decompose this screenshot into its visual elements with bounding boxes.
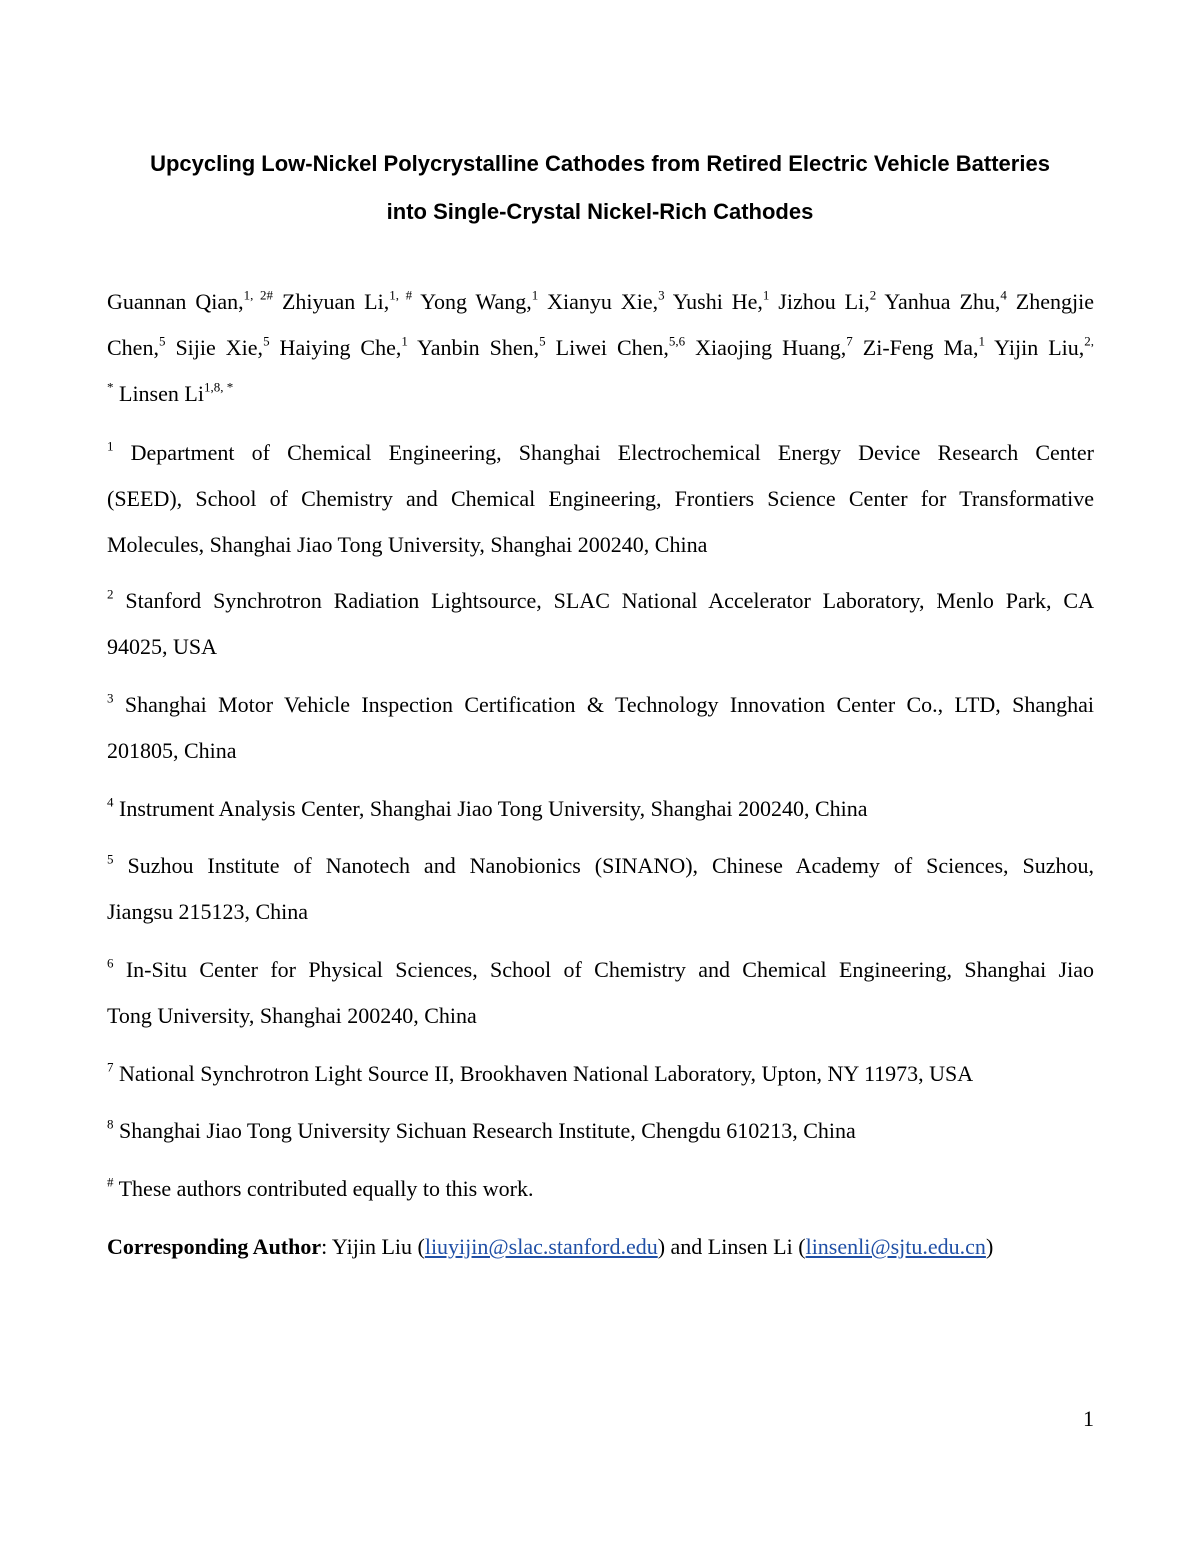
affiliation-2 <box>107 578 1094 670</box>
author-affiliation-mark: 4 <box>1000 287 1007 303</box>
author-name: Zi-Feng Ma, <box>852 335 979 360</box>
affiliation-6-line-1: In-Situ Center for Physical Sciences, School of Chemistry and Chemical Engineering, Shanghai Jiao <box>125 957 1095 982</box>
affiliation-1-line-3: Molecules, Shanghai Jiao Tong University, Shanghai 200240, China <box>107 532 708 557</box>
author-name: Yijin Liu, <box>985 335 1085 360</box>
affiliation-5-line-2: Jiangsu 215123, China <box>107 899 309 924</box>
affiliation-6-line-2: Tong University, Shanghai 200240, China <box>107 1003 477 1028</box>
corresponding-author <box>107 1224 1094 1270</box>
affiliation-mark: 8 <box>107 1116 114 1132</box>
title-line-1: Upcycling Low-Nickel Polycrystalline Cathodes from Retired Electric Vehicle Batteries <box>150 151 1050 176</box>
affiliation-3-line-1: Shanghai Motor Vehicle Inspection Certification & Technology Innovation Center Co., LTD, Shanghai <box>124 692 1094 717</box>
author-affiliation-mark: 5 <box>263 333 270 349</box>
affiliation-7-text: National Synchrotron Light Source II, Brookhaven National Laboratory, Upton, NY 11973, USA <box>119 1061 974 1086</box>
author-line-1 <box>107 279 1094 325</box>
author-name: Yanhua Zhu, <box>876 289 1001 314</box>
author-affiliation-mark: 7 <box>846 333 853 349</box>
author-affiliation-mark: 1,8, * <box>203 379 234 395</box>
author-name: Zhengjie <box>1006 289 1094 314</box>
author-affiliation-mark: 2, <box>1084 333 1094 349</box>
corresponding-text-3: ) <box>985 1234 994 1259</box>
author-affiliation-mark: 1, 2# <box>243 287 274 303</box>
author-affiliation-mark: 1 <box>762 287 770 303</box>
affiliation-7 <box>107 1051 1094 1097</box>
affiliation-8-text: Shanghai Jiao Tong University Sichuan Research Institute, Chengdu 610213, China <box>119 1118 856 1143</box>
author-name: Haiying Che, <box>269 335 402 360</box>
author-name: Yushi He, <box>664 289 763 314</box>
affiliation-1 <box>107 430 1094 568</box>
title-line-2: into Single-Crystal Nickel-Rich Cathodes <box>386 199 814 224</box>
author-affiliation-mark: 3 <box>658 287 665 303</box>
email-link-liu[interactable]: liuyijin@slac.stanford.edu <box>424 1234 658 1259</box>
author-name: Linsen Li <box>113 381 204 406</box>
author-name: Yong Wang, <box>412 289 532 314</box>
author-name: Zhiyuan Li, <box>273 289 390 314</box>
author-affiliation-mark: 5 <box>539 333 546 349</box>
paper-title <box>100 140 1100 236</box>
author-affiliation-mark: 1 <box>978 333 985 349</box>
affiliation-5 <box>107 843 1094 935</box>
affiliation-2-line-2: 94025, USA <box>107 634 218 659</box>
equal-contribution-note <box>107 1166 1094 1212</box>
author-affiliation-mark: 2 <box>869 287 877 303</box>
author-name: Xianyu Xie, <box>538 289 659 314</box>
affiliation-mark: 2 <box>107 586 114 602</box>
author-name: Guannan Qian, <box>107 289 244 314</box>
affiliation-1-line-2: (SEED), School of Chemistry and Chemical Engineering, Frontiers Science Center for Transformative <box>107 486 1094 511</box>
corresponding-asterisk: * <box>107 379 114 395</box>
author-name: Yanbin Shen, <box>407 335 540 360</box>
affiliation-8 <box>107 1108 1094 1154</box>
author-name: Jizhou Li, <box>769 289 870 314</box>
affiliation-4-text: Instrument Analysis Center, Shanghai Jiao Tong University, Shanghai 200240, China <box>119 796 868 821</box>
affiliation-4 <box>107 786 1094 832</box>
author-line-2 <box>107 325 1094 371</box>
equal-contribution-mark: # <box>107 1174 114 1190</box>
affiliation-mark: 3 <box>107 690 114 706</box>
author-list <box>107 279 1094 417</box>
affiliation-mark: 6 <box>107 955 114 971</box>
author-name: Chen, <box>107 335 159 360</box>
affiliation-mark: 1 <box>107 438 114 454</box>
affiliation-6 <box>107 947 1094 1039</box>
corresponding-text-2: ) and Linsen Li ( <box>657 1234 806 1259</box>
author-name: Xiaojing Huang, <box>685 335 847 360</box>
corresponding-author-label: Corresponding Author <box>107 1234 322 1259</box>
corresponding-text-1: : Yijin Liu ( <box>321 1234 425 1259</box>
author-name: Sijie Xie, <box>165 335 264 360</box>
affiliation-1-line-1: Department of Chemical Engineering, Shanghai Electrochemical Energy Device Research Center <box>130 440 1094 465</box>
author-name: Liwei Chen, <box>545 335 669 360</box>
author-affiliation-mark: 1 <box>401 333 408 349</box>
author-affiliation-mark: 1, # <box>389 287 413 303</box>
affiliation-3-line-2: 201805, China <box>107 738 237 763</box>
page-number: 1 <box>1083 1406 1094 1431</box>
affiliation-mark: 4 <box>107 794 114 810</box>
author-affiliation-mark: 5 <box>158 333 166 349</box>
author-affiliation-mark: 5,6 <box>668 333 686 349</box>
affiliation-mark: 7 <box>107 1059 114 1075</box>
email-link-li[interactable]: linsenli@sjtu.edu.cn <box>805 1234 986 1259</box>
author-line-3 <box>107 371 1094 417</box>
affiliation-mark: 5 <box>107 851 114 867</box>
affiliation-5-line-1: Suzhou Institute of Nanotech and Nanobionics (SINANO), Chinese Academy of Sciences, Suzhou, <box>127 853 1094 878</box>
affiliation-2-line-1: Stanford Synchrotron Radiation Lightsource, SLAC National Accelerator Laboratory, Menlo Park, CA <box>125 588 1094 613</box>
author-affiliation-mark: 1 <box>531 287 539 303</box>
affiliation-3 <box>107 682 1094 774</box>
equal-contribution-text: These authors contributed equally to this work. <box>118 1176 534 1201</box>
